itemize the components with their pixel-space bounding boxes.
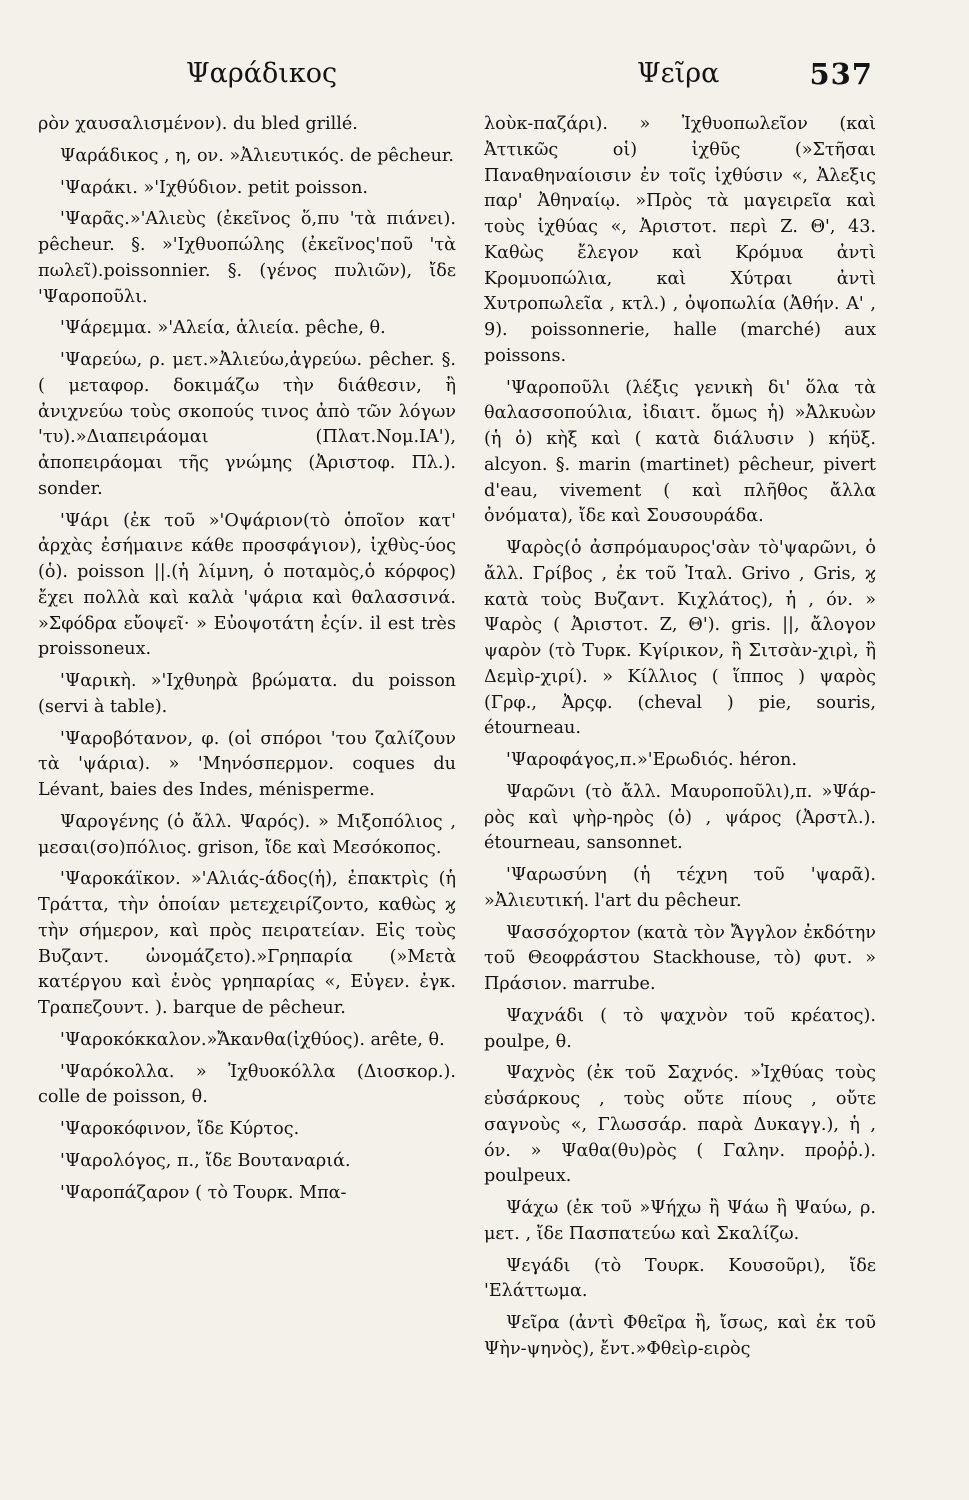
entry-paragraph: Ψάχω (ἐκ τοῦ »Ψήχω ἢ Ψάω ἢ Ψαύω, ρ. μετ. , ἴδε Πασπατεύω καὶ Σκαλίζω.: [484, 1198, 876, 1244]
entry-paragraph: Ψαχνὸς (ἐκ τοῦ Σαχνός. »Ἰχθύας τοὺς εὐσάρκους , τοὺς οὔτε πίους , οὔτε σαγνοὺς «, Γλωσσάρ. παρὰ Δυκαγγ.), ἡ , όν. » Ψαθα(θυ)ρὸς ( Γαλην. προῤῥ.). poulpeux.: [484, 1063, 876, 1187]
running-head-left: Ψαράδικος: [186, 58, 338, 89]
entry-paragraph: Ψαρογένης (ὁ ἄλλ. Ψαρός). » Μιξοπόλιος , μεσαι(σο)πόλιος. grison, ἴδε καὶ Μεσόκοπος.: [38, 811, 456, 858]
entry-paragraph: 'Ψαρᾶς.»'Αλιεὺς (ἐκεῖνος ὅ,πυ 'τὰ πιάνει). pêcheur. §. »'Ιχθυοπώλης (ἐκεῖνος'ποῦ 'τὰ πωλεῖ).poissonnier. §. (γένος πυλιῶν), ἴδε 'Ψαροποῦλι.: [38, 209, 456, 307]
entry-paragraph: 'Ψαρολόγος, π., ἴδε Βουταναριά.: [60, 1150, 351, 1171]
entry-paragraph: 'Ψαρωσύνη (ἡ τέχνη τοῦ 'ψαρᾶ). »Ἀλιευτική. l'art du pêcheur.: [484, 865, 876, 911]
entry-paragraph: 'Ψαρικὴ. »'Ιχθυηρὰ βρώματα. du poisson (servi à table).: [38, 671, 456, 717]
entry-paragraph: Ψεῖρα (ἀντὶ Φθεῖρα ἢ, ἴσως, καὶ ἐκ τοῦ Ψὴν-ψηνὸς), ἔντ.»Φθεὶρ-ειρὸς: [484, 1313, 876, 1359]
entry-paragraph: 'Ψαροκάϊκον. »'Αλιάς-άδος(ἡ), ἐπακτρὶς (ἡ Τράττα, τὴν ὁποίαν μετεχειρίζοντο, καθὼς ϗ τὴν σήμερον, καὶ πρὸς πειρατείαν. Εἰς τοὺς Βυζαντ. ὠνομάζετο).»Γρηπαρία (»Μετὰ κατέργου καὶ ἑνὸς γρηπαρίας «, Εὐγεν. ἐγκ. Τραπεζουντ. ). barque de pêcheur.: [38, 869, 456, 1018]
entry-paragraph: 'Ψαροβότανον, φ. (οἱ σπόροι 'του ζαλίζουν τὰ 'ψάρια). » 'Μηνόσπερμον. coques du Lévant, baies des Indes, ménisperme.: [38, 728, 456, 800]
entry-paragraph: ρὸν χαυσαλισμένον). du bled grillé.: [38, 114, 358, 134]
entry-paragraph: Ψαρῶνι (τὸ ἄλλ. Μαυροποῦλι),π. »Ψάρ-ρὸς καὶ ψὴρ-ηρὸς (ὁ) , ψάρος (Ἀρστλ.). étourneau, sansonnet.: [484, 781, 876, 854]
running-head-right: Ψεῖρα: [637, 58, 720, 89]
left-column: [38, 112, 456, 1212]
entry-paragraph: Ψασσόχορτον (κατὰ τὸν Ἄγγλον ἐκδότην τοῦ Θεοφράστου Stackhouse, τὸ) φυτ. » Πράσιον. marrube.: [484, 922, 876, 994]
entry-paragraph: 'Ψαροκόφινον, ἴδε Κύρτος.: [60, 1119, 300, 1139]
page-number: 537: [809, 57, 873, 91]
entry-paragraph: 'Ψαροποῦλι (λέξις γενικὴ δι' ὅλα τὰ θαλασσοπούλια, ἰδιαιτ. ὅμως ἡ) »Ἀλκυὼν (ἡ ὁ) κὴξ καὶ ( κατὰ διάλυσιν ) κήϋξ. alcyon. §. marin (martinet) pêcheur, pivert d'eau, vivement ( καὶ πλῆθος ἄλλα ὀνόματα), ἴδε καὶ Σουσουράδα.: [484, 377, 876, 527]
entry-paragraph: 'Ψάρι (ἐκ τοῦ »'Οψάριον(τὸ ὁποῖον κατ' ἀρχὰς ἐσήμαινε κάθε προσφάγιον), ἰχθὺς-ύος (ὁ). poisson ||.(ἡ λίμνη, ὁ ποταμὸς,ὁ κόρφος) ἔχει πολλὰ καὶ καλὰ 'ψάρια καὶ θαλασσινά. »Σφόδρα εὔοψεῖ· » Εὐοψοτάτη ἐςίν. il est très proissoneux.: [38, 510, 456, 660]
entry-paragraph: 'Ψαράκι. »'Ιχθύδιον. petit poisson.: [60, 177, 369, 198]
entry-paragraph: λοὺκ-παζάρι). » Ἰχθυοπωλεῖον (καὶ Ἀττικῶς οἱ) ἰχθῦς (»Στῆσαι Παναθηναίοισιν ἐν τοῖς ἰχθύσιν «, Ἀλεξις παρ' Ἀθηναίῳ. »Πρὸς τὰ μαγειρεῖα καὶ τοὺς ἰχθύας «, Ἀριστοτ. περὶ Ζ. Θ', 43. Καθὼς ἔλεγον καὶ Κρόμυα ἀντὶ Κρομυοπώλια, καὶ Χύτραι ἀντὶ Χυτροπωλεῖα , κτλ.) , ὀψοπωλία (Ἀθήν. Α' , 9). poissonnerie, halle (marché) aux poissons.: [484, 114, 876, 366]
entry-paragraph: 'Ψαρόκολλα. » Ἰχθυοκόλλα (Διοσκορ.). colle de poisson, θ.: [38, 1061, 456, 1108]
entry-paragraph: 'Ψαροκόκκαλον.»Ἄκανθα(ἰχθύος). arête, θ.: [60, 1029, 445, 1050]
entry-paragraph: Ψαχνάδι ( τὸ ψαχνὸν τοῦ κρέατος). poulpe, θ.: [484, 1005, 876, 1052]
entry-paragraph: 'Ψαροπάζαρον ( τὸ Τουρκ. Μπα-: [60, 1182, 347, 1203]
entry-paragraph: 'Ψάρεμμα. »'Αλεία, ἁλιεία. pêche, θ.: [60, 318, 386, 339]
entry-paragraph: 'Ψαρεύω, ρ. μετ.»Ἀλιεύω,ἀγρεύω. pêcher. §. ( μεταφορ. δοκιμάζω τὴν διάθεσιν, ἢ ἀνιχνεύω τοὺς σκοπούς τινος ἀπὸ τῶν λόγων 'τυ).»Διαπειράομαι (Πλατ.Νομ.ΙΑ'), ἀποπειράομαι τῆς γνώμης (Ἀριστοφ. Πλ.). sonder.: [38, 350, 456, 499]
right-column: [484, 112, 876, 1369]
entry-paragraph: 'Ψαροφάγος,π.»'Ερωδιός. héron.: [506, 750, 797, 770]
entry-paragraph: Ψαράδικος , η, ον. »Ἀλιευτικός. de pêcheur.: [60, 145, 454, 166]
entry-paragraph: Ψεγάδι (τὸ Τουρκ. Κουσοῦρι), ἴδε 'Ελάττωμα.: [484, 1255, 876, 1302]
entry-paragraph: Ψαρὸς(ὁ ἀσπρόμαυρος'σὰν τὸ'ψαρῶνι, ὁ ἄλλ. Γρίβος , ἐκ τοῦ Ἰταλ. Grivo , Gris, ϗ κατὰ τοὺς Βυζαντ. Κιχλάτος), ἡ , όν. » Ψαρὸς ( Ἀριστοτ. Ζ, Θ'). gris. ||, ἄλογον ψαρὸν (τὸ Τυρκ. Κγίρικον, ἢ Σιτσὰν-χιρὶ, ἢ Δεμὶρ-χιρί). » Κίλλιος ( ἵππος ) ψαρὸς (Γρφ., Ἀρςφ. (cheval ) pie, souris, étourneau.: [484, 538, 876, 739]
